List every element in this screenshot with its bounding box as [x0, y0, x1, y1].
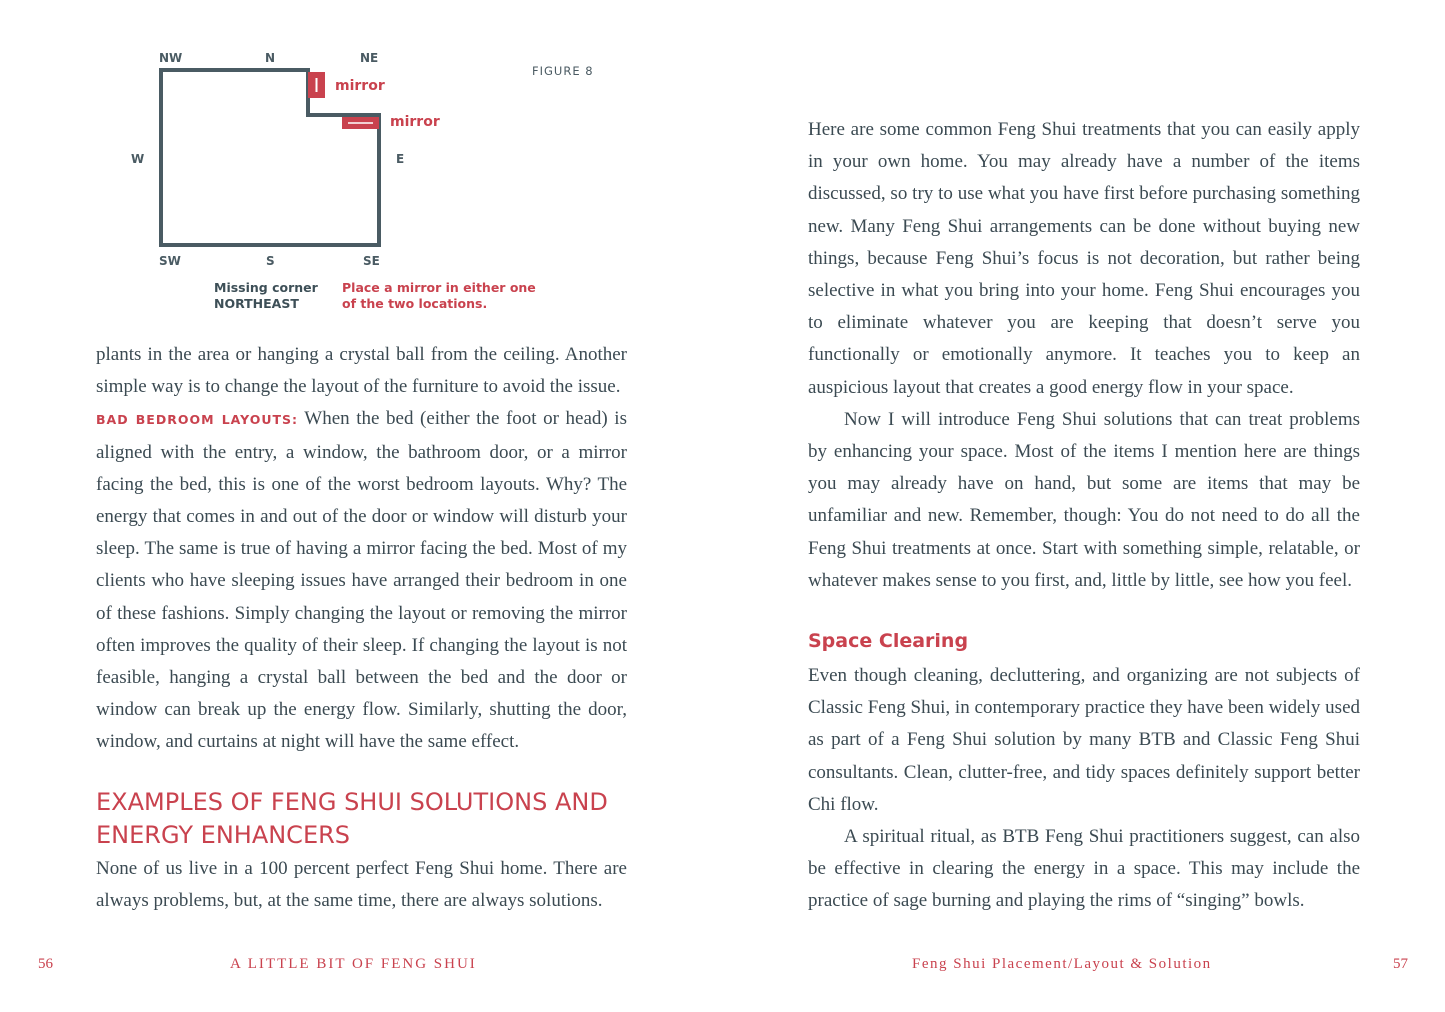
compass-se: SE	[363, 254, 380, 268]
section-title	[96, 786, 656, 852]
bad-bedroom-heading: BAD BEDROOM LAYOUTS:	[96, 412, 299, 428]
compass-n: N	[265, 51, 276, 65]
section-title-line1: EXAMPLES OF FENG SHUI SOLUTIONS AND	[96, 788, 608, 816]
right-paragraph-1: Here are some common Feng Shui treatments that you can easily apply in your own home. You may already have a number of the items discussed, so try to use what you have first before purchasing something new. Many Feng Shui arrangements can be done without buying new things, because Feng Shui’s focus is not decoration, but rather being selective in what you bring into your home. Feng Shui encourages you to eliminate whatever you are keeping that doesn’t serve you functionally or emotionally anymore. It teaches you to keep an auspicious layout that creates a good energy flow in your space.	[808, 119, 1360, 398]
mirror-label-1: mirror	[335, 78, 385, 94]
right-paragraph-3: Even though cleaning, decluttering, and organizing are not subjects of Classic Feng Shui, in contemporary practice they have been widely used as part of a Feng Shui solution by many BTB and Classic Feng Shui consultants. Clean, clutter-free, and tidy spaces definitely support better Chi flow.	[808, 665, 1360, 815]
compass-ne: NE	[360, 51, 379, 65]
caption-missing-line1: Missing corner	[214, 280, 318, 295]
space-clearing-heading: Space Clearing	[808, 630, 969, 652]
floor-plan-outline	[161, 70, 379, 245]
compass-sw: SW	[159, 254, 181, 268]
page-number-left: 56	[38, 956, 53, 972]
right-page	[722, 0, 1445, 1012]
figure-caption-missing	[214, 280, 318, 312]
right-body-text-2	[808, 660, 1360, 918]
mirror-label-2: mirror	[390, 114, 440, 130]
figure-label: FIGURE 8	[532, 64, 594, 78]
running-head-left: A LITTLE BIT OF FENG SHUI	[230, 956, 477, 972]
floor-plan-diagram	[120, 45, 460, 285]
compass-s: S	[266, 254, 275, 268]
compass-nw: NW	[159, 51, 183, 65]
section-title-line2: ENERGY ENHANCERS	[96, 821, 351, 849]
page-number-right: 57	[1393, 956, 1408, 972]
compass-e: E	[396, 152, 405, 166]
right-paragraph-4: A spiritual ritual, as BTB Feng Shui practitioners suggest, can also be effective in clearing the energy in a space. This may include the practice of sage burning and playing the rims of “singing” bowls.	[808, 826, 1360, 912]
compass-w: W	[131, 152, 145, 166]
section-body-text	[96, 853, 627, 917]
left-page	[0, 0, 722, 1012]
left-paragraph-2	[96, 403, 627, 758]
left-paragraph-1: plants in the area or hanging a crystal ball from the ceiling. Another simple way is to change the layout of the furniture to avoid the issue.	[96, 344, 627, 398]
section-paragraph: None of us live in a 100 percent perfect Feng Shui home. There are always problems, but, at the same time, there are always solutions.	[96, 858, 627, 912]
figure-caption-instruction: Place a mirror in either one of the two locations.	[342, 280, 536, 311]
caption-missing-line2: NORTHEAST	[214, 296, 299, 311]
left-body-text	[96, 339, 627, 759]
bad-bedroom-text: When the bed (either the foot or head) is aligned with the entry, a window, the bathroom door, or a mirror facing the bed, this is one of the worst bedroom layouts. Why? The energy that comes in and out of the door or window will disturb your sleep. The same is true of having a mirror facing the bed. Most of my clients who have sleeping issues have arranged their bedroom in one of these fashions. Simply changing the layout or removing the mirror often improves the quality of their sleep. If changing the layout is not feasible, hanging a crystal ball between the bed and the door or window can break up the energy flow. Similarly, shutting the door, window, and curtains at night will have the same effect.	[96, 408, 627, 753]
running-head-right: Feng Shui Placement/Layout & Solution	[912, 956, 1212, 972]
right-body-text-1	[808, 114, 1360, 597]
right-paragraph-2: Now I will introduce Feng Shui solutions that can treat problems by enhancing your space. Most of the items I mention here are things you may already have on hand, but some are items that may be unfamiliar and new. Remember, though: You do not need to do all the Feng Shui treatments at once. Start with something simple, relatable, or whatever makes sense to you first, and, little by little, see how you feel.	[808, 408, 1360, 591]
